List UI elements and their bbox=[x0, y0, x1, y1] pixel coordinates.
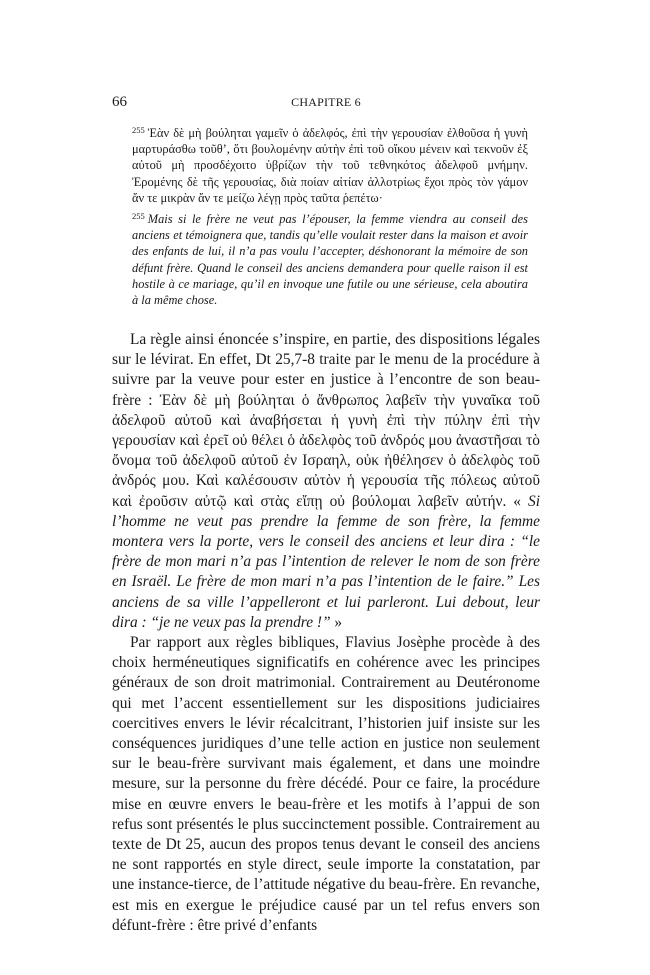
paragraph-text: La règle ainsi énoncée s’inspire, en partie, des dispositions légales sur le lévirat. En effet, Dt 25,7-8 traite par le menu de la procédure à suivre par la veuve pour ester en justice à l’encontre de son beau-frère : Ἐὰν δὲ μὴ βούληται ὁ ἄνθρωπος λαβεῖν τὴν γυναῖκα τοῦ ἀδελφοῦ αὐτοῦ καὶ ἀναβήσεται ἡ γυνὴ ἐπὶ τὴν πύλην ἐπὶ τὴν γερουσίαν καὶ ἐρεῖ οὐ θέλει ὁ ἀδελφὸς τοῦ ἀνδρός μου ἀναστῆσαι τὸ ὄνομα τοῦ ἀδελφοῦ αὐτοῦ ἐν Ισραηλ, οὐκ ἠθέλησεν ὁ ἀδελφὸς τοῦ ἀνδρός μου. Καὶ καλέσουσιν αὐτὸν ἡ γερουσία τῆς πόλεως αὐτοῦ καὶ ἐροῦσιν αὐτῷ καὶ στὰς εἴπῃ οὐ βούλομαι λαβεῖν αὐτήν. « bbox=[112, 331, 540, 510]
footnote-number: 255 bbox=[132, 125, 145, 135]
footnote-translation bbox=[132, 208, 528, 308]
footnote-text: Mais si le frère ne veut pas l’épouser, la femme viendra au conseil des anciens et témoignera que, tandis qu’elle voulait rester dans la maison et avoir des enfants de lui, il n’a pas voulu l’accepter, déshonorant la mémoire de son défunt frère. Quand le conseil des anciens demandera pour quelle raison il est hostile à ce mariage, qu’il en invoque une futile ou une sérieuse, cela aboutira à la même chose. bbox=[132, 212, 528, 308]
closing-quote: » bbox=[330, 613, 343, 631]
paragraph: Par rapport aux règles bibliques, Flavius Josèphe procède à des choix herméneutiques significatifs en cohérence avec les principes généraux de son droit matrimonial. Contrairement au Deutéronome qui met l’accent essentiellement sur les dispositions judiciaires coercitives envers le lévir récalcitrant, l’historien juif insiste sur les conséquences juridiques d’une telle action en justice non seulement sur le beau-frère survivant mais également, et dans une moindre mesure, sur la personne du frère décédé. Pour ce faire, la procédure mise en œuvre envers le beau-frère et les motifs à l’appui de son refus sont présentés le plus succinctement possible. Contrairement au texte de Dt 25, aucun des propos tenus devant le conseil des anciens ne sont rapportés en style direct, seule importe la constatation, par une instance-tierce, de l’attitude négative du beau-frère. En revanche, est mis en exergue le préjudice causé par un tel refus envers son défunt-frère : être privé d’enfants bbox=[112, 634, 540, 934]
footnote-text: Ἐὰν δὲ μὴ βούληται γαμεῖν ὁ ἀδελφός, ἐπὶ τὴν γερουσίαν ἐλθοῦσα ἡ γυνὴ μαρτυράσθω τοῦθ’, ὅτι βουλομένην αὐτὴν ἐπὶ τοῦ οἴκου μένειν καὶ τεκνοῦν ἐξ αὐτοῦ μὴ προσδέχοιτο ὑβρίζων τὴν τοῦ τεθνηκότος ἀδελφοῦ μνήμην. Ἐρομένης δὲ τῆς γερουσίας, διὰ ποίαν αἰτίαν ἀλλοτρίως ἔχοι πρὸς τὸν γάμον ἄν τε μικρὰν ἄν τε μείζω λέγῃ πρὸς ταῦτα ῥεπέτω· bbox=[132, 126, 528, 205]
page-number: 66 bbox=[112, 94, 127, 110]
page-header bbox=[112, 93, 540, 113]
main-text bbox=[112, 330, 540, 936]
paragraph bbox=[112, 330, 540, 633]
footnote-number: 255 bbox=[132, 211, 145, 222]
running-head: CHAPITRE 6 bbox=[291, 95, 361, 109]
footnote-greek bbox=[132, 122, 528, 206]
footnote-block bbox=[132, 122, 528, 308]
quotation-translation: Si l’homme ne veut pas prendre la femme de son frère, la femme montera vers la porte, vers le conseil des anciens et leur dira : “le frère de mon mari n’a pas l’intention de relever le nom de son frère en Israël. Le frère de mon mari n’a pas l’intention de le faire.” Les anciens de sa ville l’appelleront et lui parleront. Lui debout, leur dira : “je ne veux pas la prendre !” bbox=[112, 492, 540, 631]
